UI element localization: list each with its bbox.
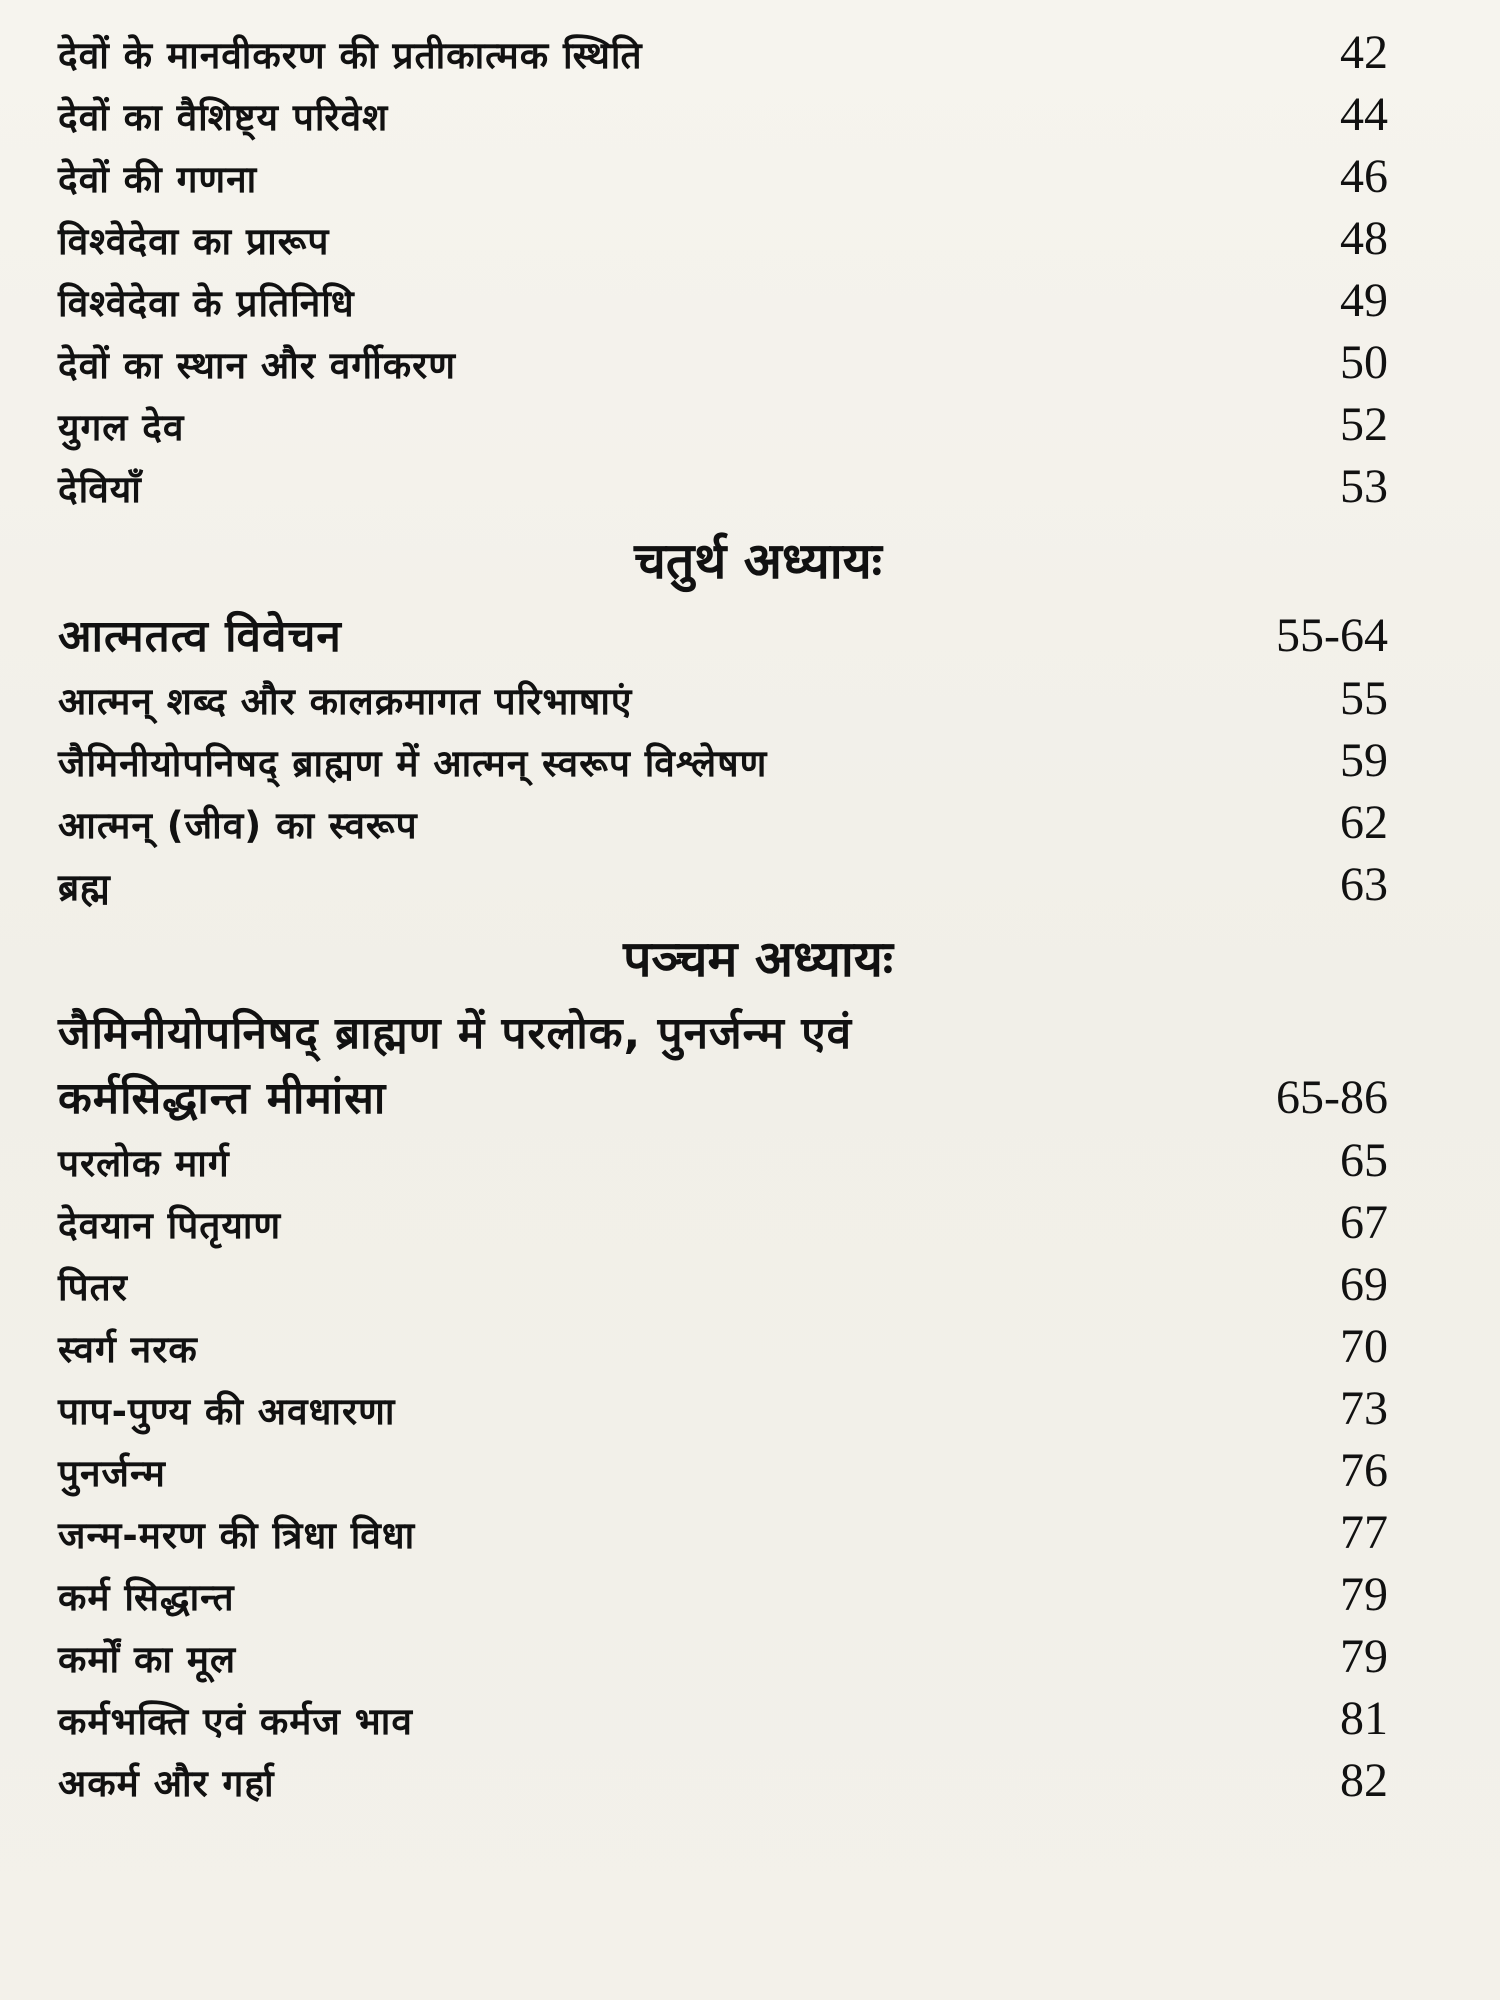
section-entry	[58, 604, 1398, 668]
toc-entry	[58, 146, 1398, 208]
entry-title: कर्मों का मूल	[58, 1638, 237, 1681]
entry-title: विश्वेदेवा के प्रतिनिधि	[58, 282, 355, 325]
entry-page: 49	[1340, 274, 1388, 327]
chapter-heading: चतुर्थ अध्यायः	[634, 532, 882, 590]
toc-entry	[58, 1688, 1398, 1750]
toc-entry	[58, 332, 1398, 394]
entry-page: 50	[1340, 336, 1388, 389]
section-title-line1: जैमिनीयोपनिषद् ब्राह्मण में परलोक, पुनर्जन्म एवं	[58, 1008, 853, 1059]
toc-entry	[58, 730, 1398, 792]
entry-title: कर्म सिद्धान्त	[58, 1576, 235, 1619]
toc-entry	[58, 1254, 1398, 1316]
entry-title: आत्मन् शब्द और कालक्रमागत परिभाषाएं	[58, 680, 633, 723]
section-title-line2: कर्मसिद्धान्त मीमांसा	[58, 1073, 387, 1124]
entry-title: स्वर्ग नरक	[58, 1328, 198, 1371]
entry-page: 77	[1340, 1506, 1388, 1559]
entry-title: पितर	[58, 1266, 128, 1309]
toc-entry	[58, 668, 1398, 730]
entry-title: कर्मभक्ति एवं कर्मज भाव	[58, 1700, 413, 1743]
entry-page: 53	[1340, 460, 1388, 513]
entry-page: 52	[1340, 398, 1388, 451]
entry-title: आत्मन् (जीव) का स्वरूप	[58, 804, 418, 847]
entry-page: 82	[1340, 1754, 1388, 1807]
entry-page: 73	[1340, 1382, 1388, 1435]
entry-page: 65	[1340, 1134, 1388, 1187]
toc-entry	[58, 22, 1398, 84]
entry-page: 69	[1340, 1258, 1388, 1311]
entry-page: 55	[1340, 672, 1388, 725]
entry-title: पुनर्जन्म	[58, 1452, 166, 1495]
toc-entry	[58, 1626, 1398, 1688]
section-pages: 65-86	[1276, 1071, 1388, 1124]
section-entry	[58, 1066, 1398, 1130]
entry-page: 42	[1340, 26, 1388, 79]
entry-page: 70	[1340, 1320, 1388, 1373]
entry-title: जैमिनीयोपनिषद् ब्राह्मण में आत्मन् स्वरूप विश्लेषण	[58, 742, 768, 785]
entry-title: जन्म-मरण की त्रिधा विधा	[58, 1514, 416, 1557]
toc-entry	[58, 1564, 1398, 1626]
toc-entry	[58, 456, 1398, 518]
entry-title: पाप-पुण्य की अवधारणा	[58, 1390, 396, 1433]
entry-title: देवयान पितृयाण	[58, 1204, 282, 1247]
entry-title: ब्रह्म	[58, 866, 111, 909]
entry-title: युगल देव	[58, 406, 185, 449]
entry-title: विश्वेदेवा का प्रारूप	[58, 220, 330, 263]
entry-page: 76	[1340, 1444, 1388, 1497]
entry-page: 81	[1340, 1692, 1388, 1745]
toc-entry	[58, 1750, 1398, 1812]
toc-entry	[58, 1130, 1398, 1192]
entry-page: 46	[1340, 150, 1388, 203]
toc-entry	[58, 854, 1398, 916]
entry-title: देवों की गणना	[58, 158, 258, 201]
table-of-contents	[58, 22, 1398, 1812]
section-entry	[58, 1002, 1398, 1066]
entry-title: देवों का स्थान और वर्गीकरण	[58, 344, 457, 387]
chapter-heading: पञ्चम अध्यायः	[623, 930, 893, 988]
entry-page: 62	[1340, 796, 1388, 849]
entry-page: 79	[1340, 1568, 1388, 1621]
entry-title: देवियाँ	[58, 468, 142, 511]
toc-entry	[58, 1378, 1398, 1440]
entry-page: 59	[1340, 734, 1388, 787]
toc-entry	[58, 270, 1398, 332]
section-title: आत्मतत्व विवेचन	[58, 611, 342, 662]
toc-entry	[58, 84, 1398, 146]
entry-page: 48	[1340, 212, 1388, 265]
entry-page: 67	[1340, 1196, 1388, 1249]
toc-entry	[58, 208, 1398, 270]
entry-page: 63	[1340, 858, 1388, 911]
toc-entry	[58, 1502, 1398, 1564]
entry-title: देवों के मानवीकरण की प्रतीकात्मक स्थिति	[58, 34, 643, 77]
entry-title: अकर्म और गर्हा	[58, 1762, 275, 1805]
entry-title: देवों का वैशिष्ट्य परिवेश	[58, 96, 389, 139]
entry-title: परलोक मार्ग	[58, 1142, 230, 1185]
toc-entry	[58, 1192, 1398, 1254]
toc-entry	[58, 394, 1398, 456]
section-pages: 55-64	[1276, 609, 1388, 662]
toc-entry	[58, 1440, 1398, 1502]
entry-page: 79	[1340, 1630, 1388, 1683]
toc-entry	[58, 1316, 1398, 1378]
toc-entry	[58, 792, 1398, 854]
entry-page: 44	[1340, 88, 1388, 141]
